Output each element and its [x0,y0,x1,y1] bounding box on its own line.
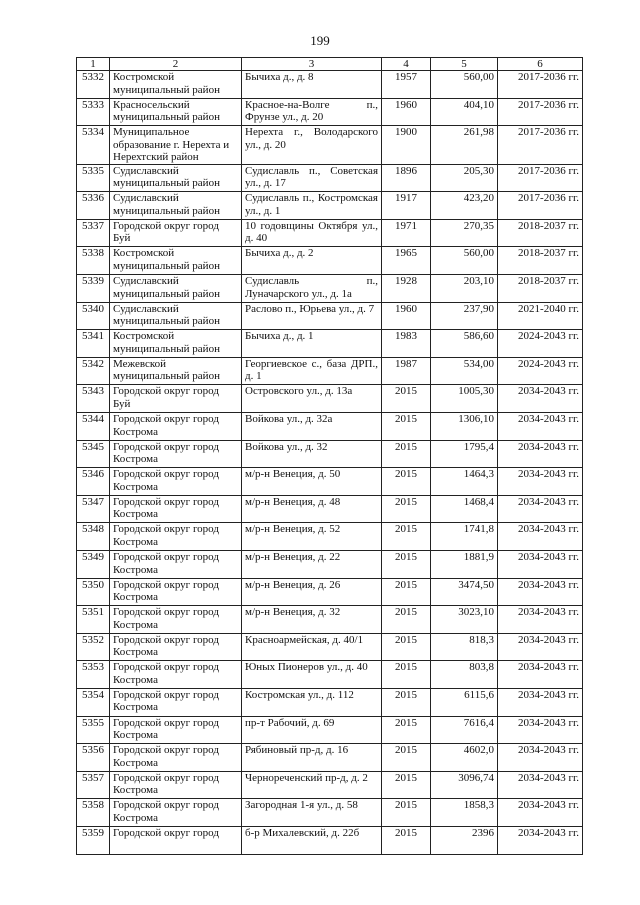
address-cell: Нерехта г., Володарского ул., д. 20 [242,126,382,165]
municipality-cell: Городской округ город Кострома [110,744,242,772]
table-row [77,468,583,496]
period-cell: 2018-2037 гг. [498,275,583,303]
area-cell: 803,8 [431,661,498,689]
area-cell: 1005,30 [431,385,498,413]
address-cell: Юных Пионеров ул., д. 40 [242,661,382,689]
table-row [77,826,583,854]
row-number-cell: 5355 [77,716,110,744]
address-cell: Красное-на-Волге п., Фрунзе ул., д. 20 [242,98,382,126]
year-cell: 1971 [382,219,431,247]
area-cell: 3474,50 [431,578,498,606]
year-cell: 1917 [382,192,431,220]
year-cell: 2015 [382,688,431,716]
page-number: 199 [310,33,330,48]
municipality-cell: Городской округ город Кострома [110,606,242,634]
address-cell: Георгиевское с., база ДРП., д. 1 [242,357,382,385]
municipality-cell: Межевской муниципальный район [110,357,242,385]
period-cell: 2018-2037 гг. [498,219,583,247]
address-cell: Бычиха д., д. 2 [242,247,382,275]
row-number-cell: 5351 [77,606,110,634]
table-row [77,302,583,330]
address-cell: Бычиха д., д. 1 [242,330,382,358]
year-cell: 1983 [382,330,431,358]
area-cell: 261,98 [431,126,498,165]
municipality-cell: Костромской муниципальный район [110,247,242,275]
row-number-cell: 5340 [77,302,110,330]
table-row [77,578,583,606]
year-cell: 2015 [382,771,431,799]
registry-table [76,57,583,855]
period-cell: 2034-2043 гг. [498,716,583,744]
year-cell: 2015 [382,578,431,606]
area-cell: 2396 [431,826,498,854]
municipality-cell: Судиславский муниципальный район [110,275,242,303]
year-cell: 2015 [382,551,431,579]
period-cell: 2017-2036 гг. [498,164,583,192]
row-number-cell: 5333 [77,98,110,126]
address-cell: Костромская ул., д. 112 [242,688,382,716]
year-cell: 2015 [382,716,431,744]
year-cell: 1896 [382,164,431,192]
row-number-cell: 5334 [77,126,110,165]
table-row [77,688,583,716]
year-cell: 2015 [382,495,431,523]
municipality-cell: Городской округ город Кострома [110,495,242,523]
municipality-cell: Муниципальное образование г. Нерехта и Нерехтский район [110,126,242,165]
period-cell: 2034-2043 гг. [498,578,583,606]
header-cell: 4 [382,58,431,71]
table-row [77,661,583,689]
table-row [77,633,583,661]
period-cell: 2034-2043 гг. [498,661,583,689]
year-cell: 2015 [382,826,431,854]
address-cell: м/р-н Венеция, д. 48 [242,495,382,523]
period-cell: 2034-2043 гг. [498,440,583,468]
period-cell: 2034-2043 гг. [498,385,583,413]
row-number-cell: 5337 [77,219,110,247]
address-cell: Загородная 1-я ул., д. 58 [242,799,382,827]
table-row [77,799,583,827]
area-cell: 1858,3 [431,799,498,827]
address-cell: м/р-н Венеция, д. 32 [242,606,382,634]
table-row [77,164,583,192]
address-cell: Чернореченский пр-д, д. 2 [242,771,382,799]
address-cell: м/р-н Венеция, д. 50 [242,468,382,496]
row-number-cell: 5345 [77,440,110,468]
header-cell: 1 [77,58,110,71]
year-cell: 2015 [382,661,431,689]
municipality-cell: Судиславский муниципальный район [110,192,242,220]
area-cell: 1468,4 [431,495,498,523]
municipality-cell: Городской округ город Кострома [110,440,242,468]
year-cell: 2015 [382,523,431,551]
row-number-cell: 5341 [77,330,110,358]
row-number-cell: 5353 [77,661,110,689]
header-cell: 3 [242,58,382,71]
table-row [77,551,583,579]
address-cell: Войкова ул., д. 32 [242,440,382,468]
row-number-cell: 5336 [77,192,110,220]
table-row [77,495,583,523]
year-cell: 2015 [382,633,431,661]
year-cell: 1928 [382,275,431,303]
row-number-cell: 5359 [77,826,110,854]
row-number-cell: 5342 [77,357,110,385]
year-cell: 2015 [382,606,431,634]
period-cell: 2024-2043 гг. [498,330,583,358]
address-cell: Судиславль п., Советская ул., д. 17 [242,164,382,192]
row-number-cell: 5335 [77,164,110,192]
municipality-cell: Городской округ город [110,826,242,854]
row-number-cell: 5350 [77,578,110,606]
table-row [77,192,583,220]
area-cell: 270,35 [431,219,498,247]
year-cell: 2015 [382,385,431,413]
period-cell: 2017-2036 гг. [498,126,583,165]
row-number-cell: 5354 [77,688,110,716]
table-row [77,219,583,247]
table-row [77,744,583,772]
area-cell: 818,3 [431,633,498,661]
table-row [77,98,583,126]
area-cell: 423,20 [431,192,498,220]
address-cell: б-р Михалевский, д. 22б [242,826,382,854]
year-cell: 2015 [382,799,431,827]
municipality-cell: Городской округ город Кострома [110,413,242,441]
period-cell: 2034-2043 гг. [498,744,583,772]
row-number-cell: 5349 [77,551,110,579]
table-row [77,523,583,551]
period-cell: 2017-2036 гг. [498,71,583,99]
address-cell: Рябиновый пр-д, д. 16 [242,744,382,772]
header-cell: 5 [431,58,498,71]
table-row [77,606,583,634]
address-cell: Судиславль п., Костромская ул., д. 1 [242,192,382,220]
municipality-cell: Городской округ город Кострома [110,468,242,496]
header-row [77,58,583,71]
period-cell: 2034-2043 гг. [498,495,583,523]
table-row [77,71,583,99]
row-number-cell: 5358 [77,799,110,827]
address-cell: Красноармейская, д. 40/1 [242,633,382,661]
area-cell: 6115,6 [431,688,498,716]
year-cell: 1965 [382,247,431,275]
header-cell: 2 [110,58,242,71]
municipality-cell: Городской округ город Кострома [110,771,242,799]
year-cell: 2015 [382,440,431,468]
address-cell: м/р-н Венеция, д. 26 [242,578,382,606]
area-cell: 560,00 [431,247,498,275]
area-cell: 1795,4 [431,440,498,468]
row-number-cell: 5332 [77,71,110,99]
address-cell: 10 годовщины Октября ул., д. 40 [242,219,382,247]
period-cell: 2034-2043 гг. [498,688,583,716]
area-cell: 1881,9 [431,551,498,579]
period-cell: 2034-2043 гг. [498,468,583,496]
period-cell: 2018-2037 гг. [498,247,583,275]
municipality-cell: Городской округ город Кострома [110,551,242,579]
municipality-cell: Судиславский муниципальный район [110,164,242,192]
municipality-cell: Красносельский муниципальный район [110,98,242,126]
period-cell: 2024-2043 гг. [498,357,583,385]
area-cell: 1306,10 [431,413,498,441]
year-cell: 2015 [382,744,431,772]
area-cell: 205,30 [431,164,498,192]
municipality-cell: Судиславский муниципальный район [110,302,242,330]
municipality-cell: Костромской муниципальный район [110,330,242,358]
row-number-cell: 5343 [77,385,110,413]
year-cell: 1900 [382,126,431,165]
year-cell: 2015 [382,413,431,441]
year-cell: 1987 [382,357,431,385]
year-cell: 1960 [382,98,431,126]
address-cell: Раслово п., Юрьева ул., д. 7 [242,302,382,330]
municipality-cell: Городской округ город Кострома [110,661,242,689]
area-cell: 560,00 [431,71,498,99]
area-cell: 7616,4 [431,716,498,744]
period-cell: 2034-2043 гг. [498,413,583,441]
header-cell: 6 [498,58,583,71]
address-cell: Бычиха д., д. 8 [242,71,382,99]
period-cell: 2034-2043 гг. [498,799,583,827]
period-cell: 2034-2043 гг. [498,523,583,551]
row-number-cell: 5344 [77,413,110,441]
table-row [77,771,583,799]
row-number-cell: 5357 [77,771,110,799]
row-number-cell: 5338 [77,247,110,275]
municipality-cell: Городской округ город Кострома [110,799,242,827]
table-row [77,247,583,275]
year-cell: 1960 [382,302,431,330]
period-cell: 2017-2036 гг. [498,98,583,126]
municipality-cell: Городской округ город Кострома [110,633,242,661]
area-cell: 237,90 [431,302,498,330]
area-cell: 3096,74 [431,771,498,799]
table-row [77,385,583,413]
address-cell: Войкова ул., д. 32а [242,413,382,441]
area-cell: 534,00 [431,357,498,385]
area-cell: 3023,10 [431,606,498,634]
period-cell: 2017-2036 гг. [498,192,583,220]
area-cell: 1464,3 [431,468,498,496]
address-cell: Судиславль п., Луначарского ул., д. 1а [242,275,382,303]
row-number-cell: 5346 [77,468,110,496]
table-row [77,126,583,165]
period-cell: 2021-2040 гг. [498,302,583,330]
period-cell: 2034-2043 гг. [498,826,583,854]
period-cell: 2034-2043 гг. [498,771,583,799]
table-row [77,413,583,441]
row-number-cell: 5352 [77,633,110,661]
table-row [77,357,583,385]
address-cell: м/р-н Венеция, д. 52 [242,523,382,551]
year-cell: 1957 [382,71,431,99]
row-number-cell: 5356 [77,744,110,772]
municipality-cell: Городской округ город Кострома [110,716,242,744]
address-cell: пр-т Рабочий, д. 69 [242,716,382,744]
area-cell: 586,60 [431,330,498,358]
table-row [77,716,583,744]
year-cell: 2015 [382,468,431,496]
municipality-cell: Костромской муниципальный район [110,71,242,99]
address-cell: Островского ул., д. 13а [242,385,382,413]
municipality-cell: Городской округ город Кострома [110,578,242,606]
municipality-cell: Городской округ город Кострома [110,688,242,716]
row-number-cell: 5339 [77,275,110,303]
municipality-cell: Городской округ город Буй [110,385,242,413]
area-cell: 1741,8 [431,523,498,551]
table-row [77,275,583,303]
row-number-cell: 5347 [77,495,110,523]
address-cell: м/р-н Венеция, д. 22 [242,551,382,579]
area-cell: 203,10 [431,275,498,303]
row-number-cell: 5348 [77,523,110,551]
municipality-cell: Городской округ город Буй [110,219,242,247]
table-body [77,71,583,855]
municipality-cell: Городской округ город Кострома [110,523,242,551]
period-cell: 2034-2043 гг. [498,551,583,579]
area-cell: 4602,0 [431,744,498,772]
period-cell: 2034-2043 гг. [498,606,583,634]
table-row [77,330,583,358]
table-row [77,440,583,468]
area-cell: 404,10 [431,98,498,126]
period-cell: 2034-2043 гг. [498,633,583,661]
